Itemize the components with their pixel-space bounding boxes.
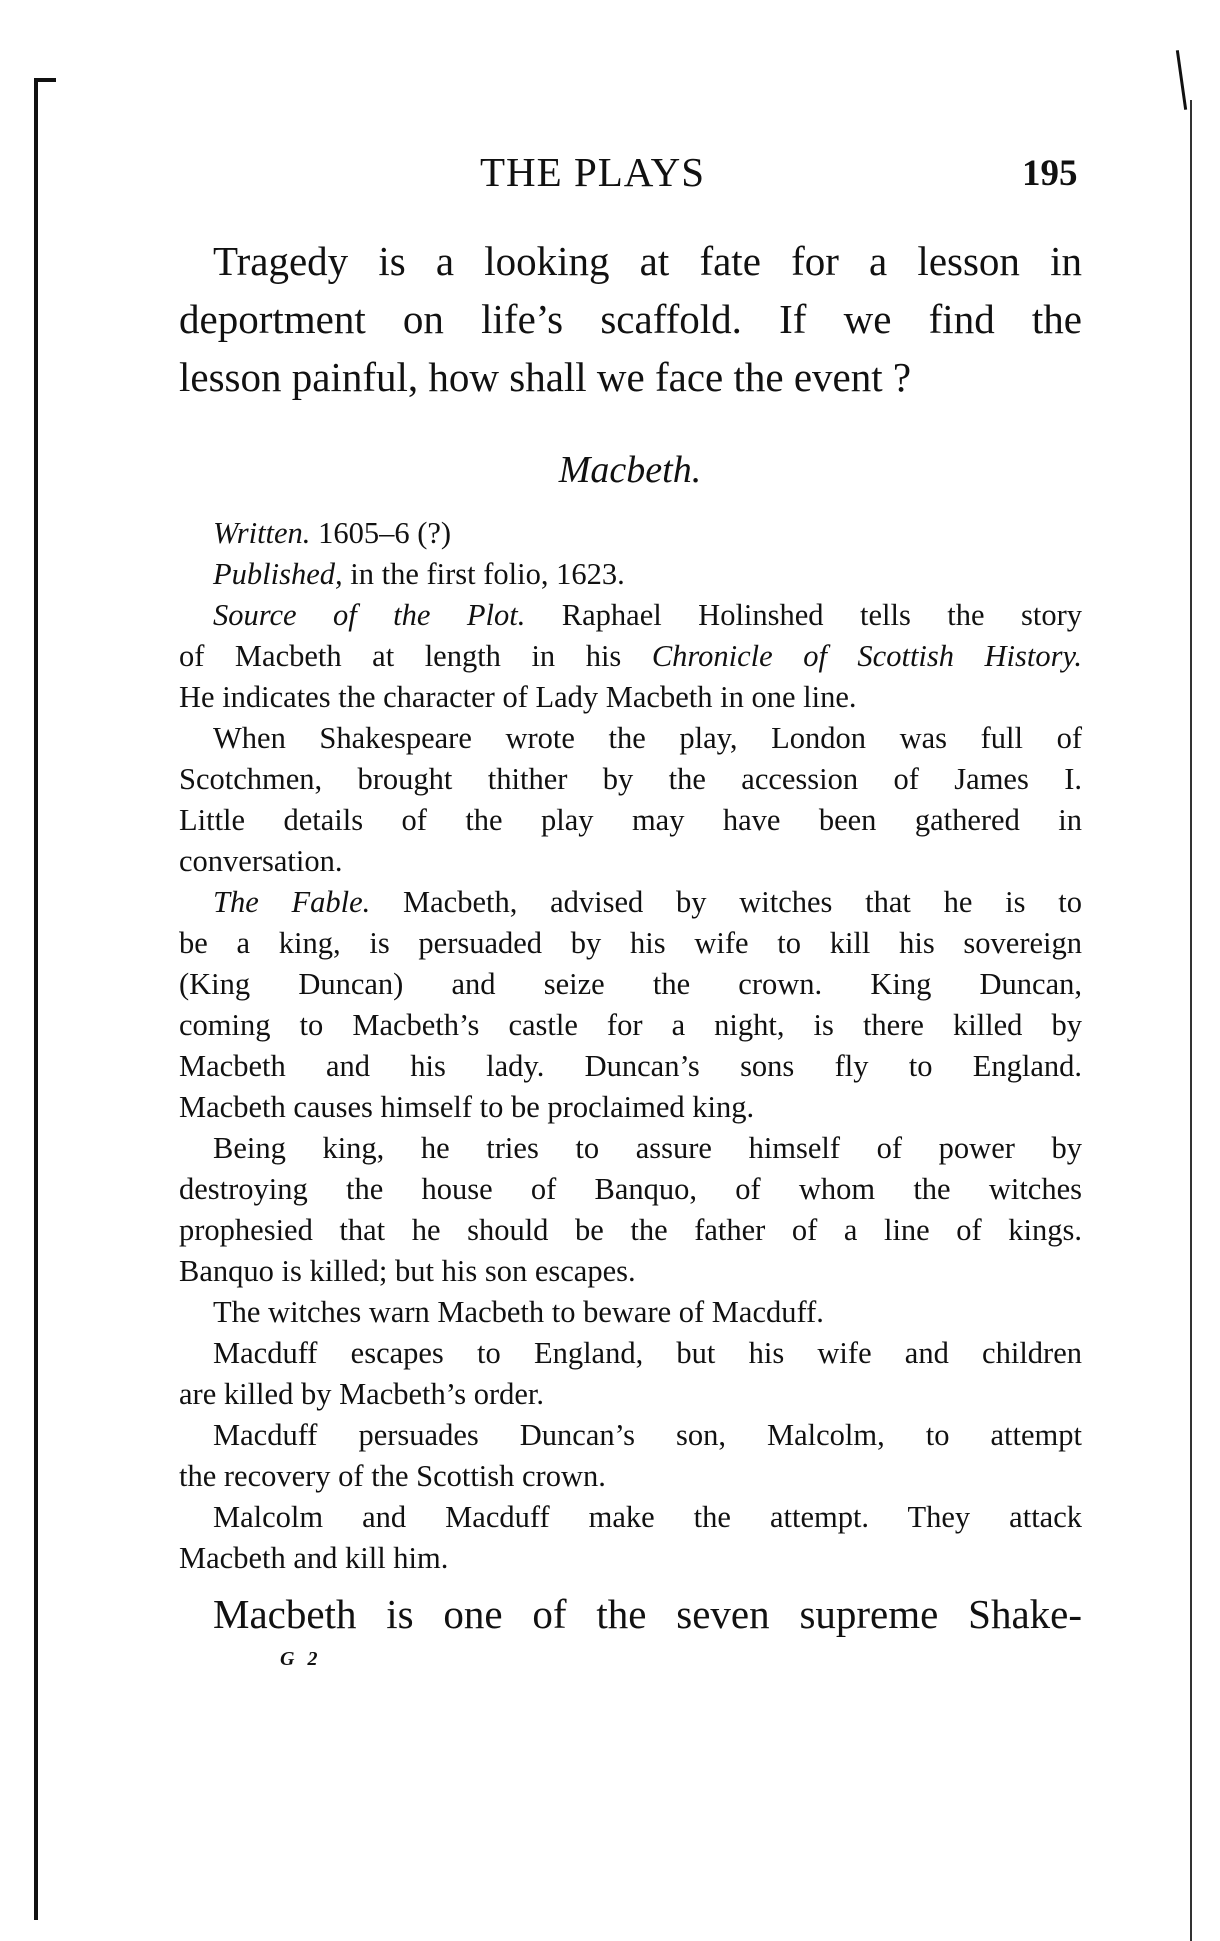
published-value: in the first folio, 1623. xyxy=(342,557,625,591)
written-label: Written. xyxy=(213,516,311,550)
body-line: Malcolm and Macduff make the attempt. They attack xyxy=(213,1500,1082,1534)
source-line xyxy=(213,598,1082,639)
body-line: Banquo is killed; but his son escapes. xyxy=(179,1254,636,1288)
fable-line: Macbeth and his lady. Duncan’s sons fly to England. xyxy=(179,1049,1082,1083)
running-title: THE PLAYS xyxy=(480,149,706,195)
source-label: Source of the Plot. xyxy=(213,598,526,632)
closing-line: Macbeth is one of the seven supreme Shake- xyxy=(213,1591,1082,1637)
quote-line: deportment on life’s scaffold. If we find the xyxy=(179,296,1082,342)
fable-line xyxy=(213,885,1082,926)
body-line: Macbeth and kill him. xyxy=(179,1541,449,1575)
source-line xyxy=(179,639,1082,680)
fable-line: (King Duncan) and seize the crown. King Duncan, xyxy=(179,967,1082,1001)
source-text: Raphael Holinshed tells the story xyxy=(525,598,1082,632)
quote-line: Tragedy is a looking at fate for a lesson in xyxy=(213,238,1082,284)
body-line: When Shakespeare wrote the play, London was full of xyxy=(213,721,1082,755)
body-line: Being king, he tries to assure himself of power by xyxy=(213,1131,1082,1165)
fable-label: The Fable. xyxy=(213,885,371,919)
body-line: Scotchmen, brought thither by the accession of James I. xyxy=(179,762,1082,796)
body-line: conversation. xyxy=(179,844,343,878)
written-value: 1605–6 (?) xyxy=(310,516,452,550)
body-line: the recovery of the Scottish crown. xyxy=(179,1459,606,1493)
fable-line: Macbeth causes himself to be proclaimed king. xyxy=(179,1090,755,1124)
body-line: Macduff persuades Duncan’s son, Malcolm, to attempt xyxy=(213,1418,1082,1452)
body-line: are killed by Macbeth’s order. xyxy=(179,1377,545,1411)
running-header xyxy=(0,148,1220,198)
fable-line: coming to Macbeth’s castle for a night, is there killed by xyxy=(179,1008,1082,1042)
body-line: Macduff escapes to England, but his wife and children xyxy=(213,1336,1082,1370)
page-number: 195 xyxy=(1022,153,1078,194)
source-text: of Macbeth at length in his xyxy=(179,639,652,673)
body-line: prophesied that he should be the father of a line of kings. xyxy=(179,1213,1082,1247)
quote-line: lesson painful, how shall we face the event ? xyxy=(179,354,912,400)
source-line: He indicates the character of Lady Macbeth in one line. xyxy=(179,680,857,714)
signature-mark: G 2 xyxy=(280,1648,322,1670)
chronicle-title: Chronicle of Scottish History. xyxy=(651,639,1082,673)
published-label: Published, xyxy=(213,557,343,591)
body-line: destroying the house of Banquo, of whom the witches xyxy=(179,1172,1082,1206)
body-line: The witches warn Macbeth to beware of Macduff. xyxy=(213,1295,824,1329)
fable-text: Macbeth, advised by witches that he is to xyxy=(370,885,1082,919)
page-edge-left-top xyxy=(34,78,56,82)
published-line xyxy=(213,557,1082,598)
body-line: Little details of the play may have been gathered in xyxy=(179,803,1082,837)
fable-line: be a king, is persuaded by his wife to kill his sovereign xyxy=(179,926,1082,960)
page-edge-right xyxy=(1190,100,1192,1941)
written-line xyxy=(213,516,1082,557)
section-title: Macbeth. xyxy=(558,449,702,491)
page-edge-left xyxy=(34,80,38,1920)
page-edge-mark xyxy=(1176,50,1187,110)
